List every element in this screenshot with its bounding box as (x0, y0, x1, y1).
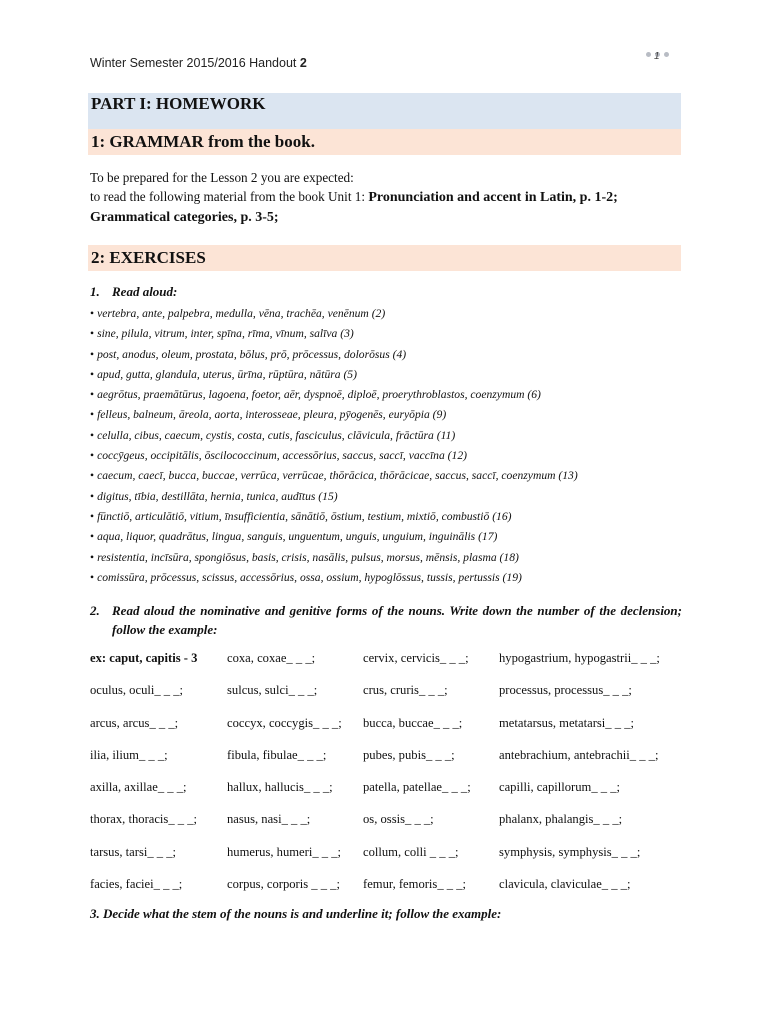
list-item (90, 527, 690, 547)
noun-cell: coccyx, coccygis_ _ _; (227, 715, 342, 730)
noun-cell: antebrachium, antebrachii_ _ _; (499, 747, 659, 762)
list-item-text: celulla, cibus, caecum, cystis, costa, cutis, fasciculus, clāvicula, frāctūra (11) (97, 428, 456, 442)
noun-cell: arcus, arcus_ _ _; (90, 715, 179, 730)
list-item-text: vertebra, ante, palpebra, medulla, vēna, trachēa, venēnum (2) (97, 307, 386, 320)
list-item-text: sine, pilula, vitrum, inter, spīna, rīma, vīnum, salīva (3) (97, 327, 354, 341)
list-item (90, 548, 690, 568)
exercise-2-noun-grid (90, 651, 690, 909)
noun-cell: facies, faciei_ _ _; (90, 877, 183, 892)
intro-line-1: To be prepared for the Lesson 2 you are expected: (90, 170, 354, 185)
noun-cell: cervix, cervicis_ _ _; (363, 651, 469, 665)
noun-cell: symphysis, symphysis_ _ _; (499, 844, 641, 859)
table-row (90, 812, 690, 844)
document-header (90, 56, 307, 70)
noun-cell: coxa, coxae_ _ _; (227, 651, 316, 665)
exercise-1-list (90, 304, 690, 588)
list-item-text: resistentia, incīsūra, spongiōsus, basis, crisis, nasālis, pulsus, morsus, mēnsis, plasma (18) (97, 550, 519, 564)
list-item-text: post, anodus, oleum, prostata, bōlus, prō, prōcessus, dolorōsus (4) (97, 347, 407, 361)
noun-cell: crus, cruris_ _ _; (363, 683, 448, 698)
bullet-icon: • (90, 449, 95, 463)
list-item-text: coccȳgeus, occipitālis, ōscilococcinum, accessōrius, saccus, saccī, vaccīna (12) (97, 449, 467, 463)
list-item (90, 487, 690, 507)
bullet-icon: • (90, 367, 95, 381)
example-cell: ex: caput, capitis - 3 (90, 651, 198, 665)
noun-cell: thorax, thoracis_ _ _; (90, 812, 198, 827)
noun-cell: ilia, ilium_ _ _; (90, 747, 168, 762)
table-row (90, 683, 690, 715)
bullet-icon: • (90, 469, 95, 483)
noun-cell: os, ossis_ _ _; (363, 812, 434, 827)
table-row (90, 780, 690, 812)
table-row (90, 845, 690, 877)
noun-cell: patella, patellae_ _ _; (363, 780, 471, 795)
list-item-text: felleus, balneum, āreola, aorta, interosseae, pleura, pȳogenēs, euryōpia (9) (97, 408, 447, 422)
exercise-2-instruction: Read aloud the nominative and genitive forms of the nouns. Write down the number of the declension; follow the example: (112, 603, 682, 637)
list-item-text: aqua, liquor, quadrātus, lingua, sanguis, unguentum, unguis, unguium, inguinālis (17) (97, 530, 498, 544)
intro-line-2-text: to read the following material from the book Unit 1: (90, 189, 369, 204)
bullet-icon: • (90, 570, 95, 584)
noun-cell: axilla, axillae_ _ _; (90, 780, 187, 795)
bullet-icon: • (90, 388, 95, 402)
bullet-icon: • (90, 509, 95, 523)
noun-cell: oculus, oculi_ _ _; (90, 683, 184, 698)
part-heading: PART I: HOMEWORK (88, 93, 681, 129)
list-item (90, 324, 690, 344)
list-item (90, 426, 690, 446)
noun-cell: sulcus, sulci_ _ _; (227, 683, 318, 698)
bullet-icon: • (90, 307, 95, 320)
bullet-icon: • (90, 347, 95, 361)
noun-cell: pubes, pubis_ _ _; (363, 747, 455, 762)
intro-reference-2: Grammatical categories, p. 3-5; (90, 210, 279, 225)
exercise-2-number: 2. (90, 603, 100, 618)
table-row (90, 716, 690, 748)
bullet-icon: • (90, 530, 95, 544)
list-item (90, 385, 690, 405)
noun-cell: bucca, buccae_ _ _; (363, 715, 463, 730)
list-item (90, 365, 690, 385)
bullet-icon: • (90, 428, 95, 442)
exercise-2-title (90, 601, 682, 639)
noun-cell: hypogastrium, hypogastrii_ _ _; (499, 651, 660, 665)
exercise-1-title (90, 284, 177, 300)
noun-cell: phalanx, phalangis_ _ _; (499, 812, 623, 827)
noun-cell: femur, femoris_ _ _; (363, 877, 467, 892)
list-item (90, 304, 690, 324)
list-item-text: apud, gutta, glandula, uterus, ūrīna, rūptūra, nātūra (5) (97, 367, 357, 381)
table-row (90, 651, 690, 683)
grammar-heading: 1: GRAMMAR from the book. (88, 129, 681, 155)
list-item-text: caecum, caecī, bucca, buccae, verrūca, verrūcae, thōrācica, thōrācicae, saccus, saccī, coenzymum (13) (97, 469, 578, 483)
table-row (90, 877, 690, 909)
noun-cell: humerus, humeri_ _ _; (227, 844, 342, 859)
list-item-text: aegrōtus, praemātūrus, lagoena, foetor, aēr, dyspnoē, diploē, proerythroblastos, coenzymum (6) (97, 388, 541, 402)
bullet-icon: • (90, 550, 95, 564)
bullet-icon: • (90, 408, 95, 422)
header-title: Winter Semester 2015/2016 Handout (90, 56, 297, 70)
noun-cell: capilli, capillorum_ _ _; (499, 780, 621, 795)
grammar-intro (90, 168, 685, 227)
list-item (90, 405, 690, 425)
page-number: 1 (654, 51, 660, 62)
table-row (90, 748, 690, 780)
noun-cell: tarsus, tarsi_ _ _; (90, 844, 177, 859)
list-item (90, 507, 690, 527)
noun-cell: collum, colli _ _ _; (363, 844, 459, 859)
bullet-icon: • (90, 327, 95, 341)
bullet-icon: • (90, 489, 95, 503)
noun-cell: nasus, nasi_ _ _; (227, 812, 311, 827)
exercise-3-title: 3. Decide what the stem of the nouns is and underline it; follow the example: (90, 906, 502, 921)
handout-number: 2 (299, 56, 307, 70)
noun-cell: clavicula, claviculae_ _ _; (499, 877, 631, 892)
noun-cell: metatarsus, metatarsi_ _ _; (499, 715, 634, 730)
list-item (90, 466, 690, 486)
list-item-text: digitus, tībia, destillāta, hernia, tunica, audītus (15) (97, 489, 338, 503)
intro-line-3 (90, 207, 685, 227)
exercise-1-number: 1. (90, 284, 100, 299)
noun-cell: hallux, hallucis_ _ _; (227, 780, 333, 795)
noun-cell: corpus, corporis _ _ _; (227, 877, 340, 892)
intro-reference-1: Pronunciation and accent in Latin, p. 1-2; (368, 190, 618, 205)
list-item-text: fūnctiō, articulātiō, vitium, īnsufficientia, sānātiō, ōstium, testium, mixtiō, combustiō (16) (97, 509, 512, 523)
list-item (90, 446, 690, 466)
list-item-text: comissūra, prōcessus, scissus, accessōrius, ossa, ossium, hypoglōssus, tussis, pertussis (19) (97, 570, 522, 584)
noun-cell: fibula, fibulae_ _ _; (227, 747, 327, 762)
intro-line-2 (90, 187, 685, 207)
noun-cell: processus, processus_ _ _; (499, 683, 632, 698)
list-item (90, 568, 690, 588)
exercises-heading: 2: EXERCISES (88, 245, 681, 271)
list-item (90, 345, 690, 365)
exercise-1-instruction: Read aloud: (112, 284, 178, 299)
